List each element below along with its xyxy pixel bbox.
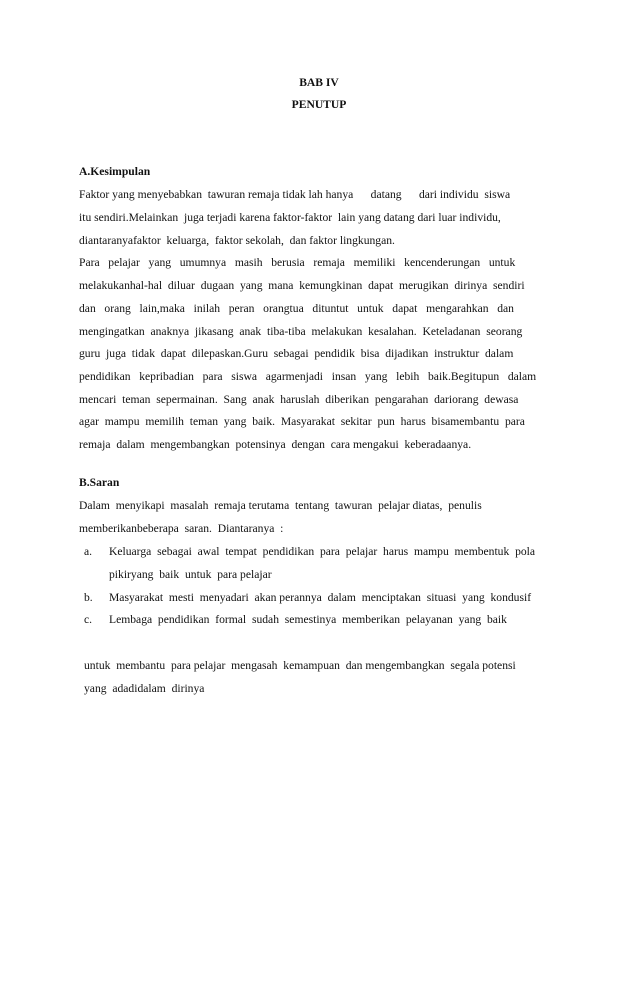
list-item-text: Lembaga pendidikan formal sudah semestinya memberikan pelayanan yang baik: [109, 613, 507, 626]
paragraph-line: remaja dalam mengembangkan potensinya dengan cara mengakui keberadaanya.: [79, 438, 472, 451]
list-marker: a.: [84, 545, 93, 558]
saran-intro-line: Dalam menyikapi masalah remaja terutama tentang tawuran pelajar diatas, penulis: [79, 499, 482, 512]
paragraph-line: Para pelajar yang umumnya masih berusia remaja memiliki kencenderungan untuk: [79, 256, 516, 269]
paragraph-line: diantaranyafaktor keluarga, faktor sekolah, dan faktor lingkungan.: [79, 234, 395, 247]
paragraph-line: guru juga tidak dapat dilepaskan.Guru sebagai pendidik bisa dijadikan instruktur dalam: [79, 347, 514, 360]
paragraph-line: melakukanhal-hal diluar dugaan yang mana kemungkinan dapat merugikan dirinya sendiri: [79, 279, 525, 292]
chapter-title: PENUTUP: [291, 98, 347, 111]
list-marker: b.: [84, 591, 93, 604]
paragraph-line: itu sendiri.Melainkan juga terjadi karena faktor-faktor lain yang datang dari luar individu,: [79, 211, 501, 224]
paragraph-line: mencari teman sepermainan. Sang anak haruslah diberikan pengarahan dariorang dewasa: [79, 393, 519, 406]
paragraph-line: dan orang lain,maka inilah peran orangtua dituntut untuk dapat mengarahkan dan: [79, 302, 514, 315]
paragraph-line: Faktor yang menyebabkan tawuran remaja tidak lah hanya datang dari individu siswa: [79, 188, 511, 201]
paragraph-line: mengingatkan anaknya jikasang anak tiba-tiba melakukan kesalahan. Keteladanan seorang: [79, 325, 523, 338]
list-marker: c.: [84, 613, 93, 626]
section-title-saran: B.Saran: [79, 476, 120, 489]
paragraph-line: pendidikan kepribadian para siswa agarmenjadi insan yang lebih baik.Begitupun dalam: [79, 370, 537, 383]
saran-intro-line: memberikanbeberapa saran. Diantaranya :: [79, 522, 284, 535]
list-item-text: Masyarakat mesti menyadari akan perannya dalam menciptakan situasi yang kondusif: [109, 591, 532, 604]
closing-line: yang adadidalam dirinya: [84, 682, 205, 695]
list-item-text: pikiryang baik untuk para pelajar: [109, 568, 272, 581]
chapter-number: BAB IV: [299, 76, 339, 89]
section-title-kesimpulan: A.Kesimpulan: [79, 165, 151, 178]
paragraph-line: agar mampu memilih teman yang baik. Masyarakat sekitar pun harus bisamembantu para: [79, 415, 525, 428]
closing-line: untuk membantu para pelajar mengasah kemampuan dan mengembangkan segala potensi: [84, 659, 516, 672]
list-item-text: Keluarga sebagai awal tempat pendidikan para pelajar harus mampu membentuk pola: [109, 545, 536, 558]
